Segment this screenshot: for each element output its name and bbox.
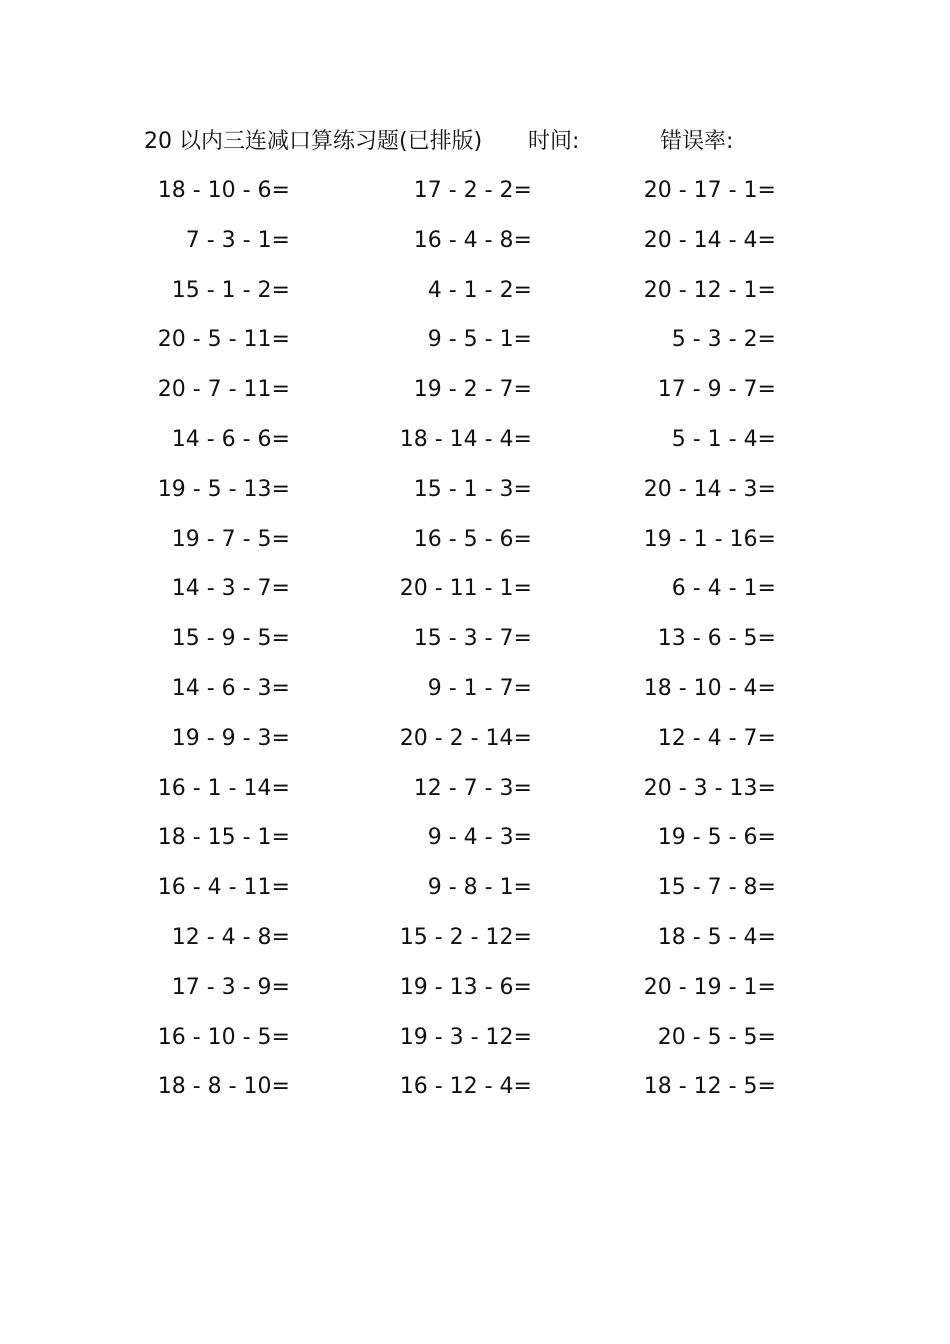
problem-item: 19 - 2 - 7= <box>413 377 532 403</box>
problem-item: 17 - 3 - 9= <box>171 974 290 1000</box>
problem-item: 5 - 3 - 2= <box>671 327 776 353</box>
problem-row <box>0 968 950 1018</box>
problem-item: 12 - 7 - 3= <box>413 775 532 801</box>
problem-item: 20 - 14 - 3= <box>643 476 776 502</box>
problem-item: 15 - 1 - 3= <box>413 476 532 502</box>
problem-item: 6 - 4 - 1= <box>671 576 776 602</box>
problem-row <box>0 818 950 868</box>
problem-item: 17 - 2 - 2= <box>413 178 532 203</box>
time-label: 时间: <box>528 129 580 154</box>
problem-row <box>0 520 950 570</box>
problem-row <box>0 171 950 221</box>
problem-item: 18 - 5 - 4= <box>657 924 776 950</box>
problem-item: 20 - 14 - 4= <box>643 227 776 253</box>
worksheet-header <box>144 126 784 158</box>
problem-item: 15 - 2 - 12= <box>399 924 532 950</box>
problem-item: 19 - 5 - 13= <box>157 476 290 502</box>
problem-item: 7 - 3 - 1= <box>185 227 290 253</box>
problem-item: 20 - 12 - 1= <box>643 277 776 303</box>
problem-grid <box>0 171 950 1117</box>
problem-item: 9 - 1 - 7= <box>427 675 532 701</box>
error-rate-label: 错误率: <box>660 129 734 154</box>
problem-row <box>0 719 950 769</box>
problem-item: 18 - 12 - 5= <box>643 1074 776 1100</box>
problem-item: 20 - 5 - 11= <box>157 327 290 353</box>
problem-item: 16 - 12 - 4= <box>399 1074 532 1100</box>
problem-item: 19 - 3 - 12= <box>399 1024 532 1050</box>
problem-item: 15 - 3 - 7= <box>413 626 532 652</box>
problem-item: 20 - 7 - 11= <box>157 377 290 403</box>
problem-row <box>0 1067 950 1117</box>
problem-item: 4 - 1 - 2= <box>427 277 532 303</box>
problem-item: 14 - 3 - 7= <box>171 576 290 602</box>
problem-row <box>0 769 950 819</box>
problem-item: 9 - 5 - 1= <box>427 327 532 353</box>
problem-item: 15 - 1 - 2= <box>171 277 290 303</box>
problem-item: 15 - 9 - 5= <box>171 626 290 652</box>
problem-row <box>0 918 950 968</box>
problem-row <box>0 1018 950 1068</box>
worksheet-title: 20 以内三连减口算练习题(已排版) <box>144 129 483 154</box>
problem-item: 19 - 13 - 6= <box>399 974 532 1000</box>
problem-item: 18 - 14 - 4= <box>399 426 532 452</box>
problem-row <box>0 221 950 271</box>
problem-item: 16 - 10 - 5= <box>157 1024 290 1050</box>
problem-row <box>0 420 950 470</box>
problem-item: 12 - 4 - 8= <box>171 924 290 950</box>
problem-item: 19 - 5 - 6= <box>657 825 776 851</box>
problem-item: 20 - 5 - 5= <box>657 1024 776 1050</box>
problem-item: 5 - 1 - 4= <box>671 426 776 452</box>
problem-item: 14 - 6 - 3= <box>171 675 290 701</box>
problem-item: 9 - 4 - 3= <box>427 825 532 851</box>
problem-item: 20 - 11 - 1= <box>399 576 532 602</box>
problem-item: 9 - 8 - 1= <box>427 875 532 901</box>
problem-row <box>0 271 950 321</box>
problem-item: 18 - 15 - 1= <box>157 825 290 851</box>
problem-item: 20 - 19 - 1= <box>643 974 776 1000</box>
problem-row <box>0 370 950 420</box>
problem-item: 20 - 3 - 13= <box>643 775 776 801</box>
problem-item: 19 - 1 - 16= <box>643 526 776 552</box>
problem-item: 16 - 4 - 11= <box>157 875 290 901</box>
problem-item: 16 - 1 - 14= <box>157 775 290 801</box>
problem-item: 13 - 6 - 5= <box>657 626 776 652</box>
problem-row <box>0 569 950 619</box>
problem-item: 18 - 10 - 4= <box>643 675 776 701</box>
problem-row <box>0 669 950 719</box>
problem-item: 19 - 9 - 3= <box>171 725 290 751</box>
problem-item: 14 - 6 - 6= <box>171 426 290 452</box>
problem-item: 18 - 8 - 10= <box>157 1074 290 1100</box>
problem-item: 17 - 9 - 7= <box>657 377 776 403</box>
problem-item: 20 - 2 - 14= <box>399 725 532 751</box>
problem-item: 20 - 17 - 1= <box>643 178 776 203</box>
problem-row <box>0 868 950 918</box>
problem-item: 18 - 10 - 6= <box>157 178 290 203</box>
problem-row <box>0 619 950 669</box>
problem-item: 16 - 4 - 8= <box>413 227 532 253</box>
problem-row <box>0 470 950 520</box>
problem-item: 19 - 7 - 5= <box>171 526 290 552</box>
problem-row <box>0 320 950 370</box>
problem-item: 16 - 5 - 6= <box>413 526 532 552</box>
problem-item: 12 - 4 - 7= <box>657 725 776 751</box>
problem-item: 15 - 7 - 8= <box>657 875 776 901</box>
